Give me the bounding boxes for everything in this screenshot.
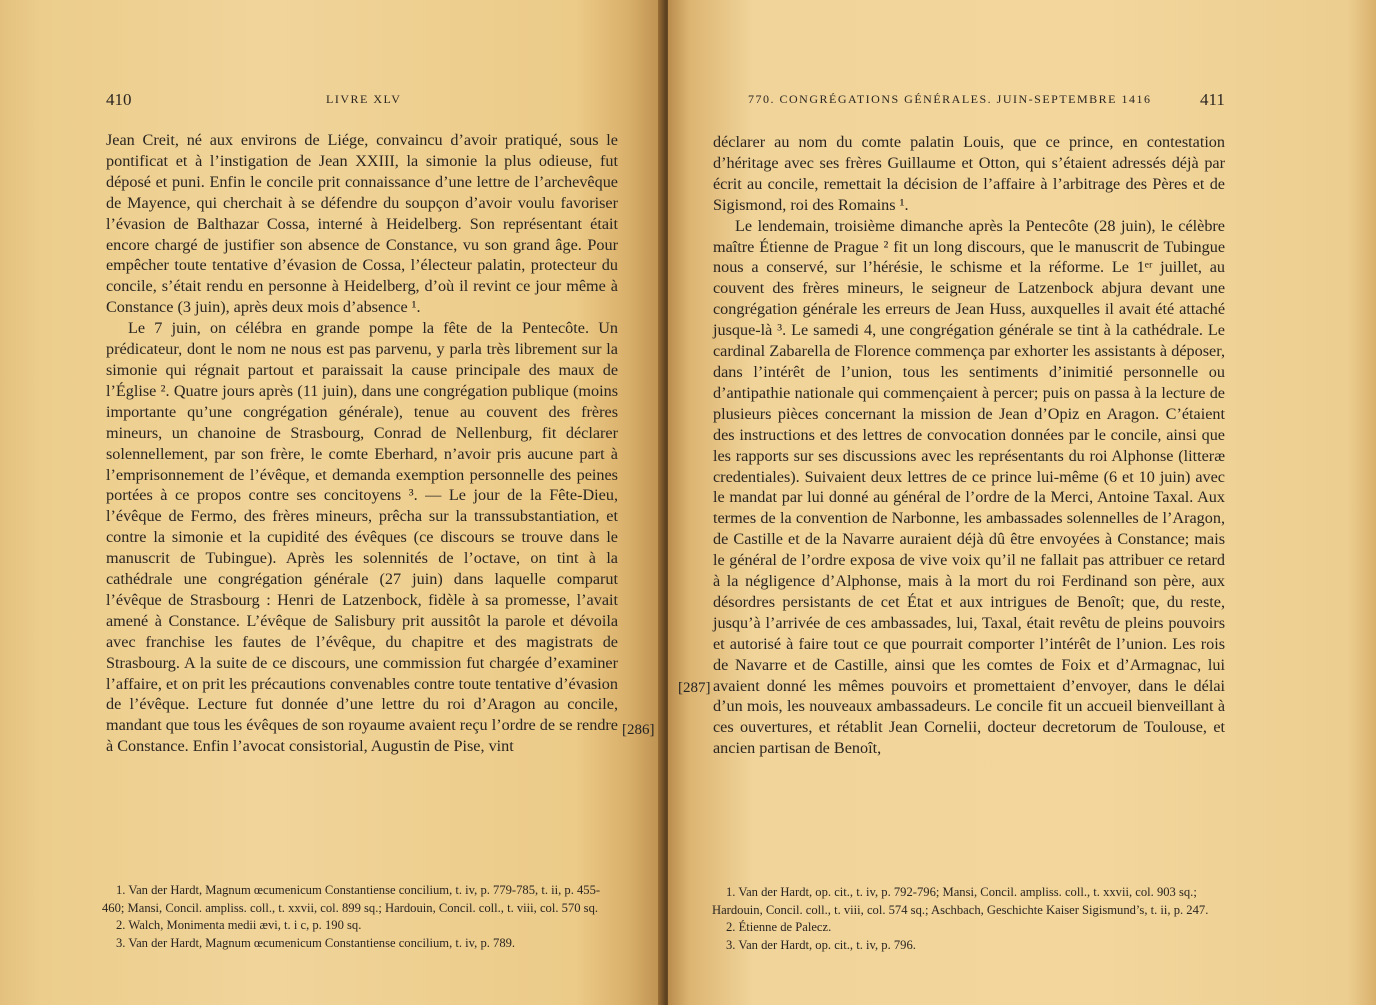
footnote: 1. Van der Hardt, Magnum œcumenicum Constantiense concilium, t. iv, p. 779-785, t. ii, p. 455-460; Mansi, Concil. ampliss. coll., t. xxvii, col. 899 sq.; Hardouin, Concil. coll., t. viii, col. 570 sq. — [102, 883, 601, 915]
footnotes — [712, 884, 1232, 954]
left-page — [0, 0, 668, 1005]
footnote: 2. Walch, Monimenta medii ævi, t. i c, p. 190 sq. — [116, 918, 362, 933]
footnote: 3. Van der Hardt, op. cit., t. iv, p. 796. — [726, 937, 916, 952]
page-number: 410 — [106, 90, 132, 109]
body-text — [106, 130, 618, 757]
footnote: 2. Étienne de Palecz. — [726, 920, 832, 935]
running-head: LIVRE XLV — [326, 92, 402, 106]
page-number: 411 — [1200, 90, 1225, 109]
margin-page-marker: [287] — [678, 680, 711, 696]
footnote: 3. Van der Hardt, Magnum œcumenicum Constantiense concilium, t. iv, p. 789. — [116, 935, 516, 950]
paragraph: déclarer au nom du comte palatin Louis, que ce prince, en contestation d’héritage avec ses frères Guillaume et Otton, qui s’étaient adressés déjà par écrit au concile, remettait la décision de l’affaire à l’arbitrage des Pères et de Sigismond, roi des Romains ¹. — [713, 133, 1225, 214]
paragraph: Jean Creit, né aux environs de Liége, convaincu d’avoir pratiqué, sous le pontificat et à l’instigation de Jean XXIII, la simonie la plus odieuse, fut déposé et puni. Enfin le concile prit connaissance d’une lettre de l’archevêque de Mayence, qui cherchait à se défendre du soupçon d’avoir voulu favoriser l’évasion de Balthazar Cossa, interné à Heidelberg. Son représentant était encore chargé de justifier son absence de Constance, vu son grand âge. Pour empêcher toute tentative d’évasion de Cossa, l’électeur palatin, protecteur du concile, s’était rendu en personne à Heidelberg, d’où il revint ce jour même à Constance (3 juin), après deux mois d’absence ¹. — [106, 131, 618, 317]
body-text — [713, 132, 1225, 759]
running-head: 770. CONGRÉGATIONS GÉNÉRALES. JUIN-SEPTEMBRE 1416 — [748, 92, 1152, 106]
margin-page-marker: [286] — [622, 722, 655, 738]
paragraph: Le 7 juin, on célébra en grande pompe la fête de la Pentecôte. Un prédicateur, dont le nom ne nous est pas parvenu, y parla très librement sur la simonie qui régnait partout et paraissait la cause principale des maux de l’Église ². Quatre jours après (11 juin), dans une congrégation publique (moins importante qu’une congrégation générale), tenue au couvent des frères mineurs, un chanoine de Strasbourg, Conrad de Nellenburg, fit déclarer solennellement, par son frère, le comte Eberhard, n’avoir pris aucune part à l’emprisonnement de l’évêque, et demanda exemption personnelle des peines portées à ce propos contre ses concitoyens ³. — Le jour de la Fête-Dieu, l’évêque de Fermo, des frères mineurs, prêcha sur la transsubstantiation, et contre la simonie et la cupidité des évêques (ce discours se trouve dans le manuscrit de Tubingue). Après les solennités de l’octave, on tint à la cathédrale une congrégation générale (27 juin) dans laquelle comparut l’évêque de Strasbourg : Henri de Latzenbock, fidèle à sa promesse, l’avait amené à Constance. L’évêque de Salisbury prit aussitôt la parole et dévoila avec franchise les fautes de l’évêque, du chapitre et des magistrats de Strasbourg. A la suite de ce discours, une commission fut chargée d’examiner l’affaire, et on prit les précautions convenables contre toute tentative d’évasion de l’évêque. Lecture fut donnée d’une lettre du roi d’Aragon au concile, mandant que tous les évêques de son royaume avaient reçu l’ordre de se rendre à Constance. Enfin l’avocat consistorial, Augustin de Pise, vint — [106, 319, 618, 756]
footnotes — [102, 882, 618, 952]
paragraph: Le lendemain, troisième dimanche après la Pentecôte (28 juin), le célèbre maître Étienne de Prague ² fit un long discours, que le manuscrit de Tubingue nous a conservé, sur l’hérésie, le schisme et la réforme. Le 1ᵉʳ juillet, au couvent des frères mineurs, le seigneur de Latzenbock abjura devant une congrégation générale les erreurs de Jean Huss, auxquelles il avait été attaché jusque-là ³. Le samedi 4, une congrégation générale se tint à la cathédrale. Le cardinal Zabarella de Florence commença par exhorter les assistants à déposer, dans l’intérêt de l’union, tous les sentiments d’inimitié personnelle ou d’antipathie nationale qui commençaient à percer; puis on passa à la lecture de plusieurs pièces concernant la mission de Jean d’Opiz en Aragon. C’étaient des instructions et des lettres de convocation données par le concile, ainsi que les rapports sur ses discussions avec les représentants du roi Alphonse (litteræ credentiales). Suivaient deux lettres de ce prince lui-même (6 et 10 juin) avec le mandat par lui donné au général de l’ordre de la Merci, Antoine Taxal. Aux termes de la convention de Narbonne, les ambassades solennelles de l’Aragon, de Castille et de la Navarre auraient déjà dû être envoyées à Constance; mais le général de l’ordre exposa de vive voix qu’il ne fallait pas attribuer ce retard à la négligence d’Alphonse, mais à la mort du roi Ferdinand son père, aux désordres persistants de cet État et aux intrigues de Benoît; que, du reste, jusqu’à l’arrivée de ces ambassades, lui, Taxal, était revêtu de pleins pouvoirs et autorisé à faire tout ce que pourrait comporter l’intérêt de l’union. Les rois de Navarre et de Castille, ainsi que les comtes de Foix et d’Armagnac, lui avaient donné les mêmes pouvoirs et promettaient d’envoyer, dans le délai d’un mois, les nouveaux ambassadeurs. Le concile fit un accueil bienveillant à ces ouvertures, et rétablit Jean Cornelii, docteur decretorum de Toulouse, et ancien partisan de Benoît, — [713, 216, 1225, 758]
footnote: 1. Van der Hardt, op. cit., t. iv, p. 792-796; Mansi, Concil. ampliss. coll., t. xxvii, col. 903 sq.; Hardouin, Concil. coll., t. viii, col. 574 sq.; Aschbach, Geschichte Kaiser Sigismund’s, t. ii, p. 247. — [712, 885, 1209, 917]
right-page — [668, 0, 1376, 1005]
